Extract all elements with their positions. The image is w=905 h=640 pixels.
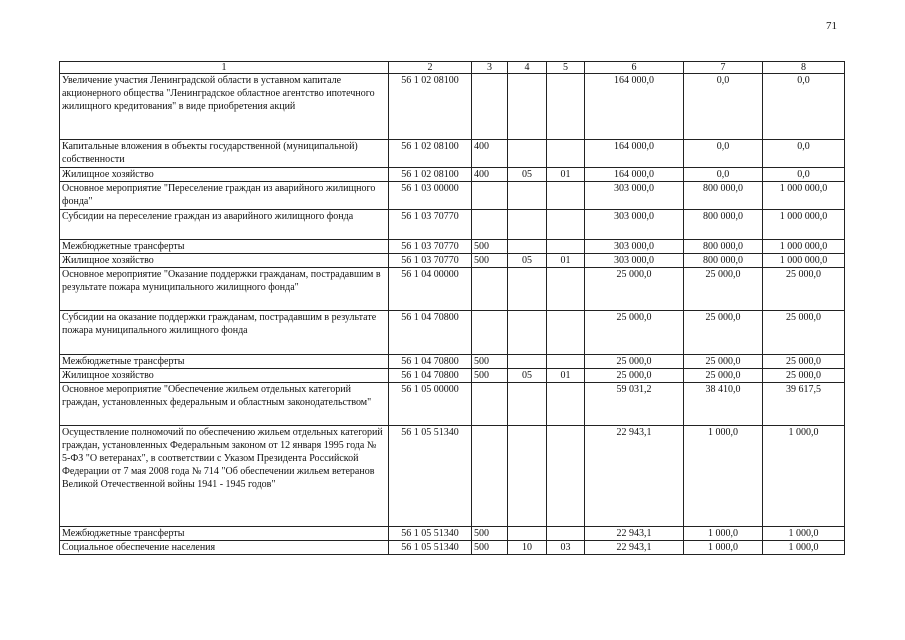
row-value-8: 0,0 [763,168,845,182]
column-header: 2 [389,62,472,74]
row-rz: 05 [508,369,547,383]
row-pr: 03 [547,541,585,555]
row-rz: 05 [508,254,547,268]
row-value-8: 1 000,0 [763,527,845,541]
row-name: Жилищное хозяйство [60,168,389,182]
row-name: Капитальные вложения в объекты государственной (муниципальной) собственности [60,140,389,168]
row-value-8: 1 000 000,0 [763,210,845,240]
row-code: 56 1 03 70770 [389,254,472,268]
row-value-7: 25 000,0 [684,311,763,355]
row-value-8: 1 000 000,0 [763,182,845,210]
table-header-row [60,62,845,74]
row-value-8: 1 000 000,0 [763,240,845,254]
row-rz [508,74,547,140]
row-value-8: 39 617,5 [763,383,845,426]
row-pr: 01 [547,254,585,268]
row-value-6: 303 000,0 [585,240,684,254]
row-name: Социальное обеспечение населения [60,541,389,555]
row-code: 56 1 04 00000 [389,268,472,311]
row-name: Жилищное хозяйство [60,369,389,383]
row-value-6: 25 000,0 [585,355,684,369]
row-code: 56 1 04 70800 [389,355,472,369]
row-value-8: 25 000,0 [763,355,845,369]
row-value-7: 38 410,0 [684,383,763,426]
table-row [60,426,845,527]
column-header: 1 [60,62,389,74]
row-value-7: 0,0 [684,168,763,182]
row-vr: 500 [472,369,508,383]
column-header: 8 [763,62,845,74]
column-header: 5 [547,62,585,74]
row-value-6: 303 000,0 [585,182,684,210]
row-vr: 500 [472,240,508,254]
row-value-6: 164 000,0 [585,74,684,140]
row-vr: 500 [472,254,508,268]
row-value-6: 22 943,1 [585,426,684,527]
row-name: Основное мероприятие "Обеспечение жильем отдельных категорий граждан, установленных федеральным и областным законодательством" [60,383,389,426]
row-value-6: 164 000,0 [585,140,684,168]
table-row [60,240,845,254]
row-value-8: 1 000,0 [763,426,845,527]
row-code: 56 1 02 08100 [389,74,472,140]
row-value-8: 1 000 000,0 [763,254,845,268]
row-code: 56 1 05 00000 [389,383,472,426]
row-value-8: 0,0 [763,140,845,168]
row-rz [508,210,547,240]
table-row [60,140,845,168]
row-pr [547,268,585,311]
row-value-8: 25 000,0 [763,369,845,383]
row-vr [472,426,508,527]
row-rz: 10 [508,541,547,555]
row-value-7: 800 000,0 [684,182,763,210]
row-pr [547,74,585,140]
row-value-7: 800 000,0 [684,254,763,268]
table-row [60,168,845,182]
row-value-7: 0,0 [684,74,763,140]
row-rz [508,527,547,541]
row-value-7: 1 000,0 [684,426,763,527]
row-rz: 05 [508,168,547,182]
row-code: 56 1 05 51340 [389,527,472,541]
row-name: Осуществление полномочий по обеспечению жильем отдельных категорий граждан, установленных Федеральным законом от 12 января 1995 года № 5-ФЗ "О ветеранах", в соответствии с Указом Президента Российской Федерации от 7 мая 2008 года № 714 "Об обеспечении жильем ветеранов Великой Отечественной войны 1941 - 1945 годов" [60,426,389,527]
table-row [60,182,845,210]
row-rz [508,140,547,168]
row-name: Основное мероприятие "Переселение граждан из аварийного жилищного фонда" [60,182,389,210]
row-pr [547,210,585,240]
row-pr [547,426,585,527]
row-value-6: 59 031,2 [585,383,684,426]
row-pr [547,240,585,254]
row-name: Межбюджетные трансферты [60,527,389,541]
table-row [60,210,845,240]
row-name: Межбюджетные трансферты [60,240,389,254]
row-value-7: 0,0 [684,140,763,168]
row-vr [472,311,508,355]
row-name: Жилищное хозяйство [60,254,389,268]
row-code: 56 1 03 00000 [389,182,472,210]
row-value-7: 25 000,0 [684,268,763,311]
row-value-7: 1 000,0 [684,541,763,555]
row-name: Межбюджетные трансферты [60,355,389,369]
row-value-7: 25 000,0 [684,369,763,383]
row-rz [508,383,547,426]
row-rz [508,240,547,254]
row-value-7: 25 000,0 [684,355,763,369]
row-vr: 500 [472,527,508,541]
row-code: 56 1 03 70770 [389,210,472,240]
row-name: Основное мероприятие "Оказание поддержки гражданам, пострадавшим в результате пожара муниципального жилищного фонда" [60,268,389,311]
row-code: 56 1 02 08100 [389,168,472,182]
row-value-6: 25 000,0 [585,268,684,311]
table-row [60,268,845,311]
table-row [60,254,845,268]
row-code: 56 1 04 70800 [389,369,472,383]
row-name: Субсидии на оказание поддержки гражданам, пострадавшим в результате пожара муниципального жилищного фонда [60,311,389,355]
table-row [60,311,845,355]
row-value-6: 22 943,1 [585,527,684,541]
row-rz [508,268,547,311]
row-code: 56 1 05 51340 [389,426,472,527]
column-header: 4 [508,62,547,74]
row-vr: 500 [472,355,508,369]
row-vr: 400 [472,140,508,168]
row-value-8: 1 000,0 [763,541,845,555]
row-value-8: 25 000,0 [763,311,845,355]
row-rz [508,355,547,369]
row-vr [472,182,508,210]
row-pr [547,140,585,168]
row-value-6: 25 000,0 [585,369,684,383]
table-row [60,74,845,140]
row-value-6: 22 943,1 [585,541,684,555]
row-pr: 01 [547,369,585,383]
row-code: 56 1 05 51340 [389,541,472,555]
table-row [60,383,845,426]
row-value-6: 25 000,0 [585,311,684,355]
row-vr [472,383,508,426]
row-code: 56 1 04 70800 [389,311,472,355]
row-pr [547,527,585,541]
page-number: 71 [826,20,837,32]
row-rz [508,426,547,527]
row-pr [547,383,585,426]
row-code: 56 1 03 70770 [389,240,472,254]
table-row [60,541,845,555]
row-name: Увеличение участия Ленинградской области в уставном капитале акционерного общества "Ленинградское областное агентство ипотечного жилищного кредитования" в виде приобретения акций [60,74,389,140]
row-pr [547,355,585,369]
row-value-7: 800 000,0 [684,240,763,254]
column-header: 6 [585,62,684,74]
row-value-6: 164 000,0 [585,168,684,182]
table-row [60,527,845,541]
row-rz [508,311,547,355]
column-header: 3 [472,62,508,74]
row-vr [472,268,508,311]
table-row [60,369,845,383]
row-value-8: 0,0 [763,74,845,140]
row-code: 56 1 02 08100 [389,140,472,168]
row-value-8: 25 000,0 [763,268,845,311]
row-vr: 500 [472,541,508,555]
row-pr [547,311,585,355]
row-value-7: 800 000,0 [684,210,763,240]
row-pr [547,182,585,210]
row-vr: 400 [472,168,508,182]
column-header: 7 [684,62,763,74]
row-value-6: 303 000,0 [585,210,684,240]
row-vr [472,74,508,140]
row-value-6: 303 000,0 [585,254,684,268]
table-row [60,355,845,369]
row-value-7: 1 000,0 [684,527,763,541]
row-vr [472,210,508,240]
row-name: Субсидии на переселение граждан из аварийного жилищного фонда [60,210,389,240]
row-rz [508,182,547,210]
budget-table [59,61,845,555]
row-pr: 01 [547,168,585,182]
